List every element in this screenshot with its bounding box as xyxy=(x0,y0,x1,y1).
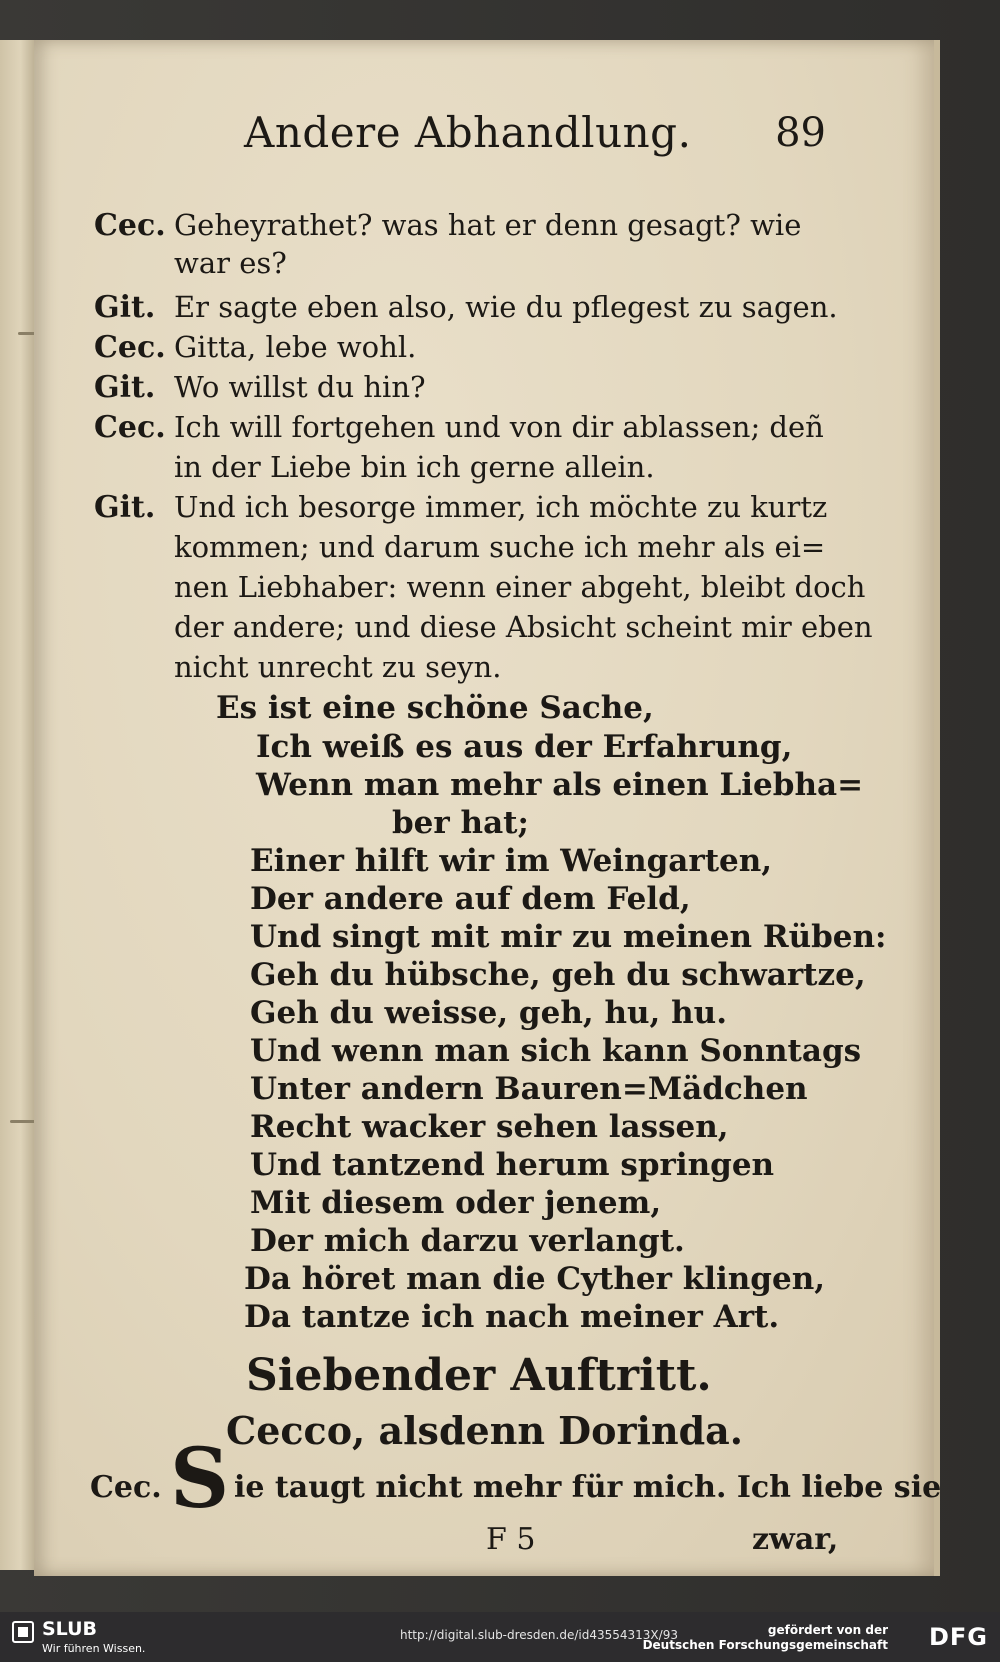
song-line: Es ist eine schöne Sache, xyxy=(216,690,654,726)
song-line: Und wenn man sich kann Sonntags xyxy=(250,1033,862,1069)
dialogue-line: in der Liebe bin ich gerne allein. xyxy=(174,450,655,484)
song-line: Recht wacker sehen lassen, xyxy=(250,1109,729,1145)
song-line: Da tantze ich nach meiner Art. xyxy=(244,1299,780,1335)
speaker-label: Cec. xyxy=(94,330,166,365)
song-line: Der mich darzu verlangt. xyxy=(250,1223,685,1259)
library-name[interactable]: SLUB xyxy=(42,1618,98,1640)
funding-notice xyxy=(643,1623,888,1653)
song-line: Und singt mit mir zu meinen Rüben: xyxy=(250,919,887,955)
dialogue-line: Geheyrathet? was hat er denn gesagt? wie xyxy=(174,208,802,242)
drop-capital: S xyxy=(170,1431,230,1527)
dialogue-line: Gitta, lebe wohl. xyxy=(174,330,417,364)
library-tagline: Wir führen Wissen. xyxy=(42,1642,146,1655)
dialogue-line: Wo willst du hin? xyxy=(174,370,426,404)
dfg-logo[interactable]: DFG xyxy=(928,1623,988,1651)
scene-cast: Cecco, alsdenn Dorinda. xyxy=(226,1408,743,1453)
song-line: ber hat; xyxy=(392,805,529,841)
slub-logo-icon xyxy=(12,1621,34,1643)
dialogue-line: kommen; und darum suche ich mehr als ei= xyxy=(174,530,826,564)
page-number: 89 xyxy=(775,110,826,156)
signature-mark: F 5 xyxy=(486,1522,536,1557)
funding-line: gefördert von der xyxy=(767,1623,888,1637)
dialogue-line: der andere; und diese Absicht scheint mir eben xyxy=(174,610,873,644)
song-line: Wenn man mehr als einen Liebha= xyxy=(256,767,864,803)
speaker-label: Cec. xyxy=(90,1470,162,1505)
previous-page-edge xyxy=(0,40,35,1570)
speaker-label: Git. xyxy=(94,370,156,405)
scene-heading: Siebender Auftritt. xyxy=(246,1350,712,1401)
song-line: Da höret man die Cyther klingen, xyxy=(244,1261,826,1297)
dialogue-line: nicht unrecht zu seyn. xyxy=(174,650,502,684)
dialogue-line: war es? xyxy=(174,246,287,280)
speaker-label: Git. xyxy=(94,490,156,525)
dialogue-line: Und ich besorge immer, ich möchte zu kurtz xyxy=(174,490,828,524)
speaker-label: Git. xyxy=(94,290,156,325)
dialogue-line: ie taugt nicht mehr für mich. Ich liebe sie xyxy=(234,1470,942,1505)
page-header xyxy=(200,98,850,168)
song-line: Unter andern Bauren=Mädchen xyxy=(250,1071,808,1107)
dialogue-line: Ich will fortgehen und von dir ablassen; deñ xyxy=(174,410,824,444)
running-title: Andere Abhandlung. xyxy=(244,108,692,157)
song-line: Geh du weisse, geh, hu, hu. xyxy=(250,995,727,1031)
permalink-url[interactable]: http://digital.slub-dresden.de/id43554313X/93 xyxy=(400,1628,678,1642)
funding-line: Deutschen Forschungsgemeinschaft xyxy=(642,1638,888,1652)
dialogue-line: Er sagte eben also, wie du pflegest zu sagen. xyxy=(174,290,838,324)
song-line: Ich weiß es aus der Erfahrung, xyxy=(256,729,793,765)
speaker-label: Cec. xyxy=(94,410,166,445)
song-line: Einer hilft wir im Weingarten, xyxy=(250,843,773,879)
viewer-footer xyxy=(0,1612,1000,1662)
catchword: zwar, xyxy=(752,1522,839,1557)
dialogue-line: nen Liebhaber: wenn einer abgeht, bleibt doch xyxy=(174,570,866,604)
song-line: Geh du hübsche, geh du schwartze, xyxy=(250,957,866,993)
song-line: Mit diesem oder jenem, xyxy=(250,1185,662,1221)
song-line: Der andere auf dem Feld, xyxy=(250,881,691,917)
song-line: Und tantzend herum springen xyxy=(250,1147,775,1183)
speaker-label: Cec. xyxy=(94,208,166,243)
